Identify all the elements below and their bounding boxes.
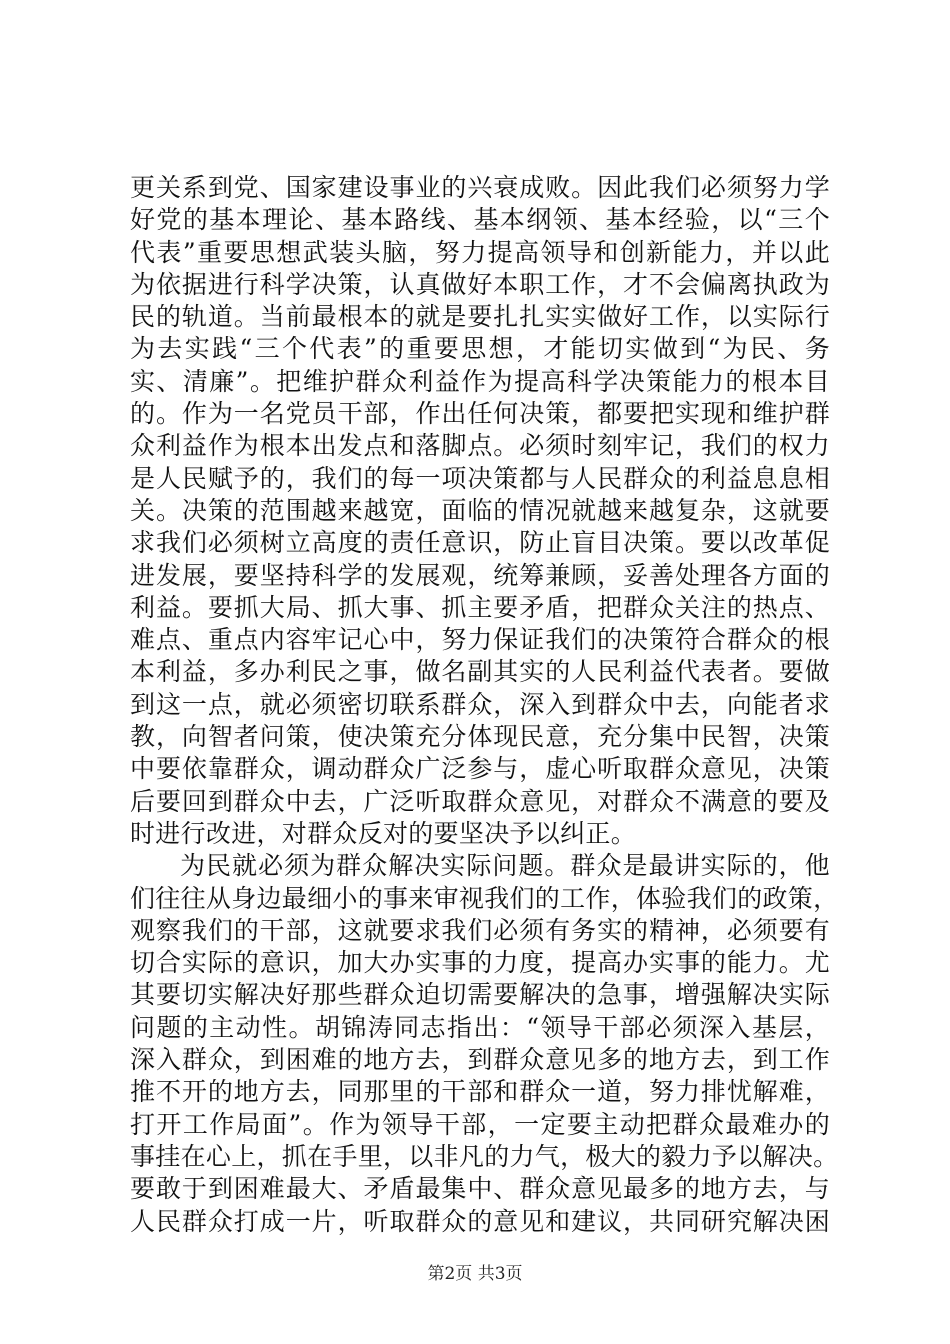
text-line: 利益。要抓大局、抓大事、抓主要矛盾，把群众关注的热点、	[130, 592, 830, 622]
text-line: 人民群众打成一片，听取群众的意见和建议，共同研究解决困	[130, 1206, 830, 1236]
text-line: 后要回到群众中去，广泛听取群众意见，对群众不满意的要及	[130, 786, 830, 816]
text-line: 好党的基本理论、基本路线、基本纲领、基本经验，以“三个	[130, 205, 830, 235]
text-line: 其要切实解决好那些群众迫切需要解决的急事，增强解决实际	[130, 980, 830, 1010]
text-line: 民的轨道。当前最根本的就是要扎扎实实做好工作，以实际行	[130, 302, 830, 332]
text-line: 本利益，多办利民之事，做名副其实的人民利益代表者。要做	[130, 657, 830, 687]
text-line: 切合实际的意识，加大办实事的力度，提高办实事的能力。尤	[130, 948, 830, 978]
text-line: 为去实践“三个代表”的重要思想，才能切实做到“为民、务	[130, 334, 830, 364]
text-line: 教，向智者问策，使决策充分体现民意，充分集中民智，决策	[130, 722, 830, 752]
text-line: 中要依靠群众，调动群众广泛参与，虚心听取群众意见，决策	[130, 754, 830, 784]
text-line: 到这一点，就必须密切联系群众，深入到群众中去，向能者求	[130, 689, 830, 719]
paragraph-start-line: 为民就必须为群众解决实际问题。群众是最讲实际的，他	[180, 851, 830, 881]
page-number: 第2页 共3页	[427, 1264, 523, 1284]
text-line: 深入群众，到困难的地方去，到群众意见多的地方去，到工作	[130, 1045, 830, 1075]
document-body	[130, 172, 839, 1238]
paragraph-end-line: 时进行改进，对群众反对的要坚决予以纠正。	[130, 818, 637, 848]
text-line: 的。作为一名党员干部，作出任何决策，都要把实现和维护群	[130, 399, 830, 429]
text-line: 为依据进行科学决策，认真做好本职工作，才不会偏离执政为	[130, 269, 830, 299]
text-line: 事挂在心上，抓在手里，以非凡的力气，极大的毅力予以解决。	[130, 1141, 839, 1171]
text-line: 们往往从身边最细小的事来审视我们的工作，体验我们的政策，	[130, 883, 839, 913]
text-line: 推不开的地方去，同那里的干部和群众一道，努力排忧解难，	[130, 1077, 830, 1107]
text-line: 要敢于到困难最大、矛盾最集中、群众意见最多的地方去，与	[130, 1174, 830, 1204]
text-line: 关。决策的范围越来越宽，面临的情况就越来越复杂，这就要	[130, 495, 830, 525]
text-line: 是人民赋予的，我们的每一项决策都与人民群众的利益息息相	[130, 463, 830, 493]
text-line: 实、清廉”。把维护群众利益作为提高科学决策能力的根本目	[130, 366, 830, 396]
text-line: 难点、重点内容牢记心中，努力保证我们的决策符合群众的根	[130, 625, 830, 655]
text-line: 打开工作局面”。作为领导干部，一定要主动把群众最难办的	[130, 1109, 830, 1139]
text-line: 众利益作为根本出发点和落脚点。必须时刻牢记，我们的权力	[130, 431, 830, 461]
page-footer	[0, 1264, 950, 1284]
text-line: 更关系到党、国家建设事业的兴衰成败。因此我们必须努力学	[130, 173, 830, 202]
text-line: 问题的主动性。胡锦涛同志指出：“领导干部必须深入基层，	[130, 1012, 830, 1042]
text-line: 观察我们的干部，这就要求我们必须有务实的精神，必须要有	[130, 915, 830, 945]
text-line: 进发展，要坚持科学的发展观，统筹兼顾，妥善处理各方面的	[130, 560, 830, 590]
text-line: 代表”重要思想武装头脑，努力提高领导和创新能力，并以此	[130, 237, 830, 267]
text-line: 求我们必须树立高度的责任意识，防止盲目决策。要以改革促	[130, 528, 830, 558]
